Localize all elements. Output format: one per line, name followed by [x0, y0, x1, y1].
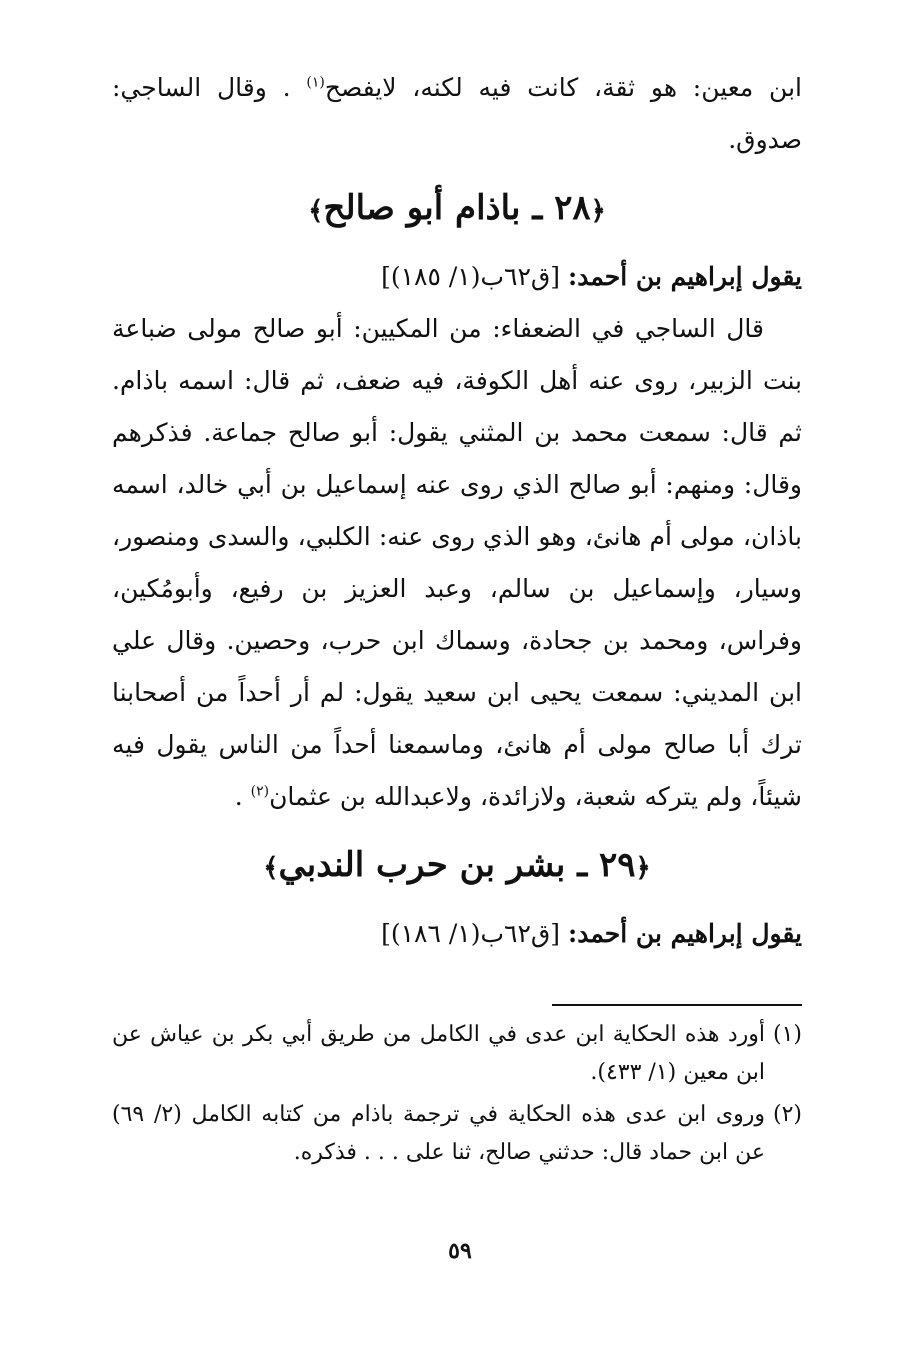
intro-text-end: . وقال الساجي: صدوق.	[112, 73, 802, 154]
intro-paragraph	[112, 62, 802, 166]
footnote-ref-2[interactable]: (٢)	[250, 783, 270, 800]
entry-28-body-text: قال الساجي في الضعفاء: من المكيين: أبو صالح مولى ضباعة بنت الزبير، روى عنه أهل الكوفة، فيه ضعف، ثم قال: اسمه باذام. ثم قال: سمعت محمد بن المثني يقول: أبو صالح جماعة. فذكرهم وقال: ومنهم: أبو صالح الذي روى عنه إسماعيل بن أبي خالد، اسمه باذان، مولى أم هانئ، وهو الذي روى عنه: الكلبي، والسدى ومنصور، وسيار، وإسماعيل بن سالم، وعبد العزيز بن رفيع، وأبومُكين، وفراس، ومحمد بن جحادة، وسماك ابن حرب، وحصين. وقال علي ابن المديني: سمعت يحيى ابن سعيد يقول: لم أر أحداً من أصحابنا ترك أبا صالح مولى أم هانئ، وماسمعنا أحداً من الناس يقول فيه شيئاً، ولم يتركه شعبة، ولازائدة، ولاعبدالله بن عثمان	[112, 314, 802, 811]
ornament-close: ﴾	[263, 853, 279, 883]
footnote-2	[112, 1096, 802, 1172]
entry-29-title: ٢٩ ـ بشر بن حرب الندبي	[278, 845, 636, 885]
entry-29-heading	[112, 829, 802, 904]
entry-29-sub-label: يقول إبراهيم بن أحمد:	[568, 919, 802, 948]
ornament-open: ﴿	[590, 196, 606, 226]
footnotes	[112, 1016, 802, 1176]
entry-28-body-end: .	[234, 782, 251, 811]
footnote-2-number: (٢)	[772, 1102, 802, 1127]
entry-29-manuscript-ref: [ق٦٢ب(١/ ١٨٦)]	[381, 919, 568, 948]
ornament-close: ﴾	[308, 196, 324, 226]
intro-text: ابن معين: هو ثقة، كانت فيه لكنه، لايفصح	[324, 73, 802, 102]
main-text	[112, 62, 802, 960]
footnote-1-number: (١)	[772, 1022, 802, 1047]
ornament-open: ﴿	[635, 853, 651, 883]
entry-28-title: ٢٨ ـ باذام أبو صالح	[323, 188, 591, 228]
footnote-1	[112, 1016, 802, 1092]
footnote-1-text: أورد هذه الحكاية ابن عدى في الكامل من طريق أبي بكر بن عياش عن ابن معين (١/ ٤٣٣).	[112, 1022, 765, 1085]
entry-28-manuscript-ref: [ق٦٢ب(١/ ١٨٥)]	[381, 262, 568, 291]
entry-28-subheading	[112, 251, 802, 303]
footnote-2-text: وروى ابن عدى هذه الحكاية في ترجمة باذام من كتابه الكامل (٢/ ٦٩) عن ابن حماد قال: حدثني صالح، ثنا على . . . فذكره.	[112, 1102, 765, 1165]
entry-28-sub-label: يقول إبراهيم بن أحمد:	[568, 262, 802, 291]
footnote-divider	[552, 1004, 802, 1006]
entry-28-heading	[112, 172, 802, 247]
entry-29-subheading	[112, 908, 802, 960]
page-number: ٥٩	[448, 1238, 472, 1264]
entry-28-body	[112, 303, 802, 823]
footnote-ref-1[interactable]: (١)	[306, 74, 325, 91]
